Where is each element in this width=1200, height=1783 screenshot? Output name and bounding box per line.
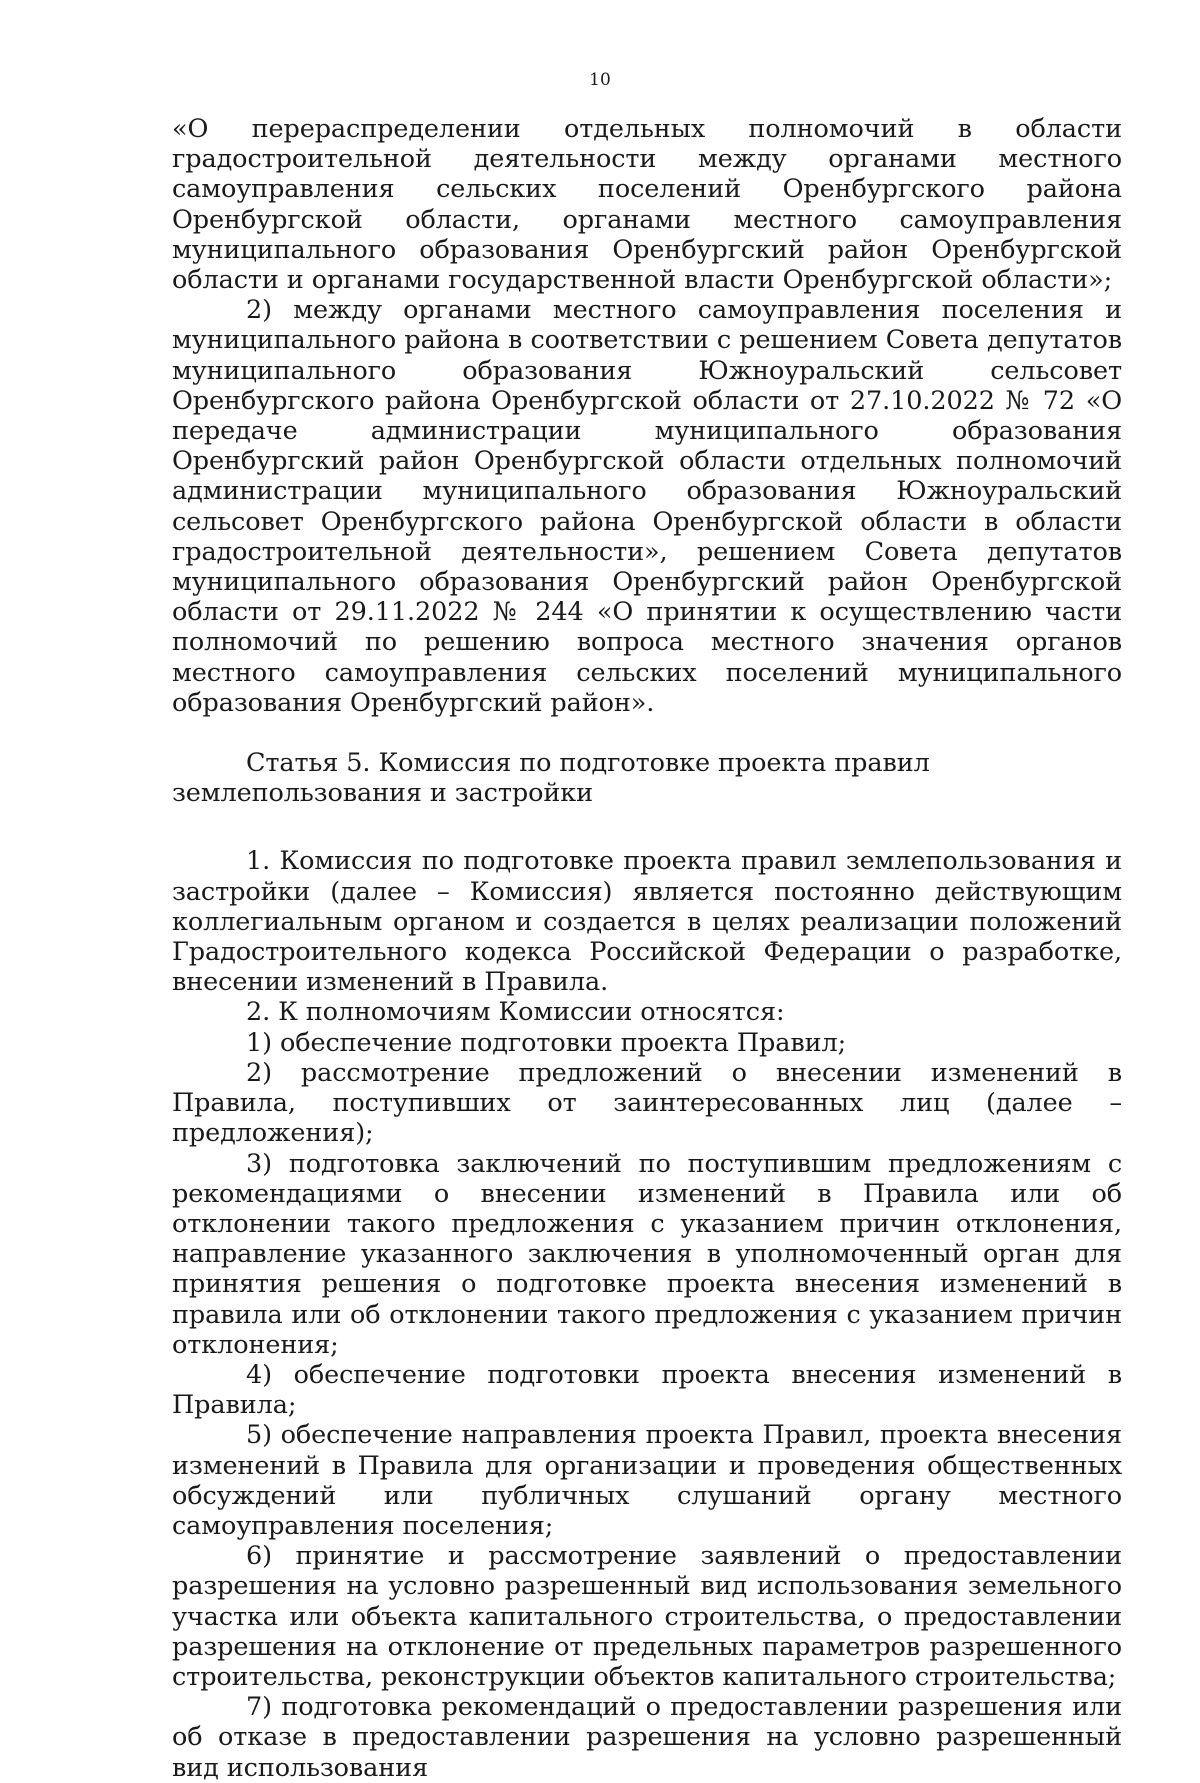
power-item-6: 6) принятие и рассмотрение заявлений о предоставлении разрешения на условно разрешенный вид использования земельного участка или объекта капитального строительства, о предоставлении разрешения на отклонение от предельных параметров разрешенного строительства, реконструкции объектов капитального строительства; — [172, 1541, 1122, 1692]
power-item-2: 2) рассмотрение предложений о внесении изменений в Правила, поступивших от заинтересованных лиц (далее – предложения); — [172, 1057, 1122, 1149]
page-number: 10 — [589, 70, 611, 90]
power-item-4: 4) обеспечение подготовки проекта внесения изменений в Правила; — [172, 1359, 1122, 1421]
power-item-7: 7) подготовка рекомендаций о предоставлении разрешения или об отказе в предоставлении разрешения на условно разрешенный вид использования — [172, 1692, 1122, 1783]
power-item-1: 1) обеспечение подготовки проекта Правил; — [246, 1027, 847, 1058]
document-body — [172, 114, 1122, 1783]
power-item-5: 5) обеспечение направления проекта Правил, проекта внесения изменений в Правила для организации и проведения общественных обсуждений или публичных слушаний органу местного самоуправления поселения; — [172, 1420, 1122, 1541]
power-item-3: 3) подготовка заключений по поступившим предложениям с рекомендациями о внесении изменений в Правила или об отклонении такого предложения с указанием причин отклонения, направление указанного заключения в уполномоченный орган для принятия решения о подготовке проекта внесения изменений в правила или об отклонении такого предложения с указанием причин отклонения; — [172, 1148, 1122, 1360]
clause-2: 2. К полномочиям Комиссии относятся: — [246, 997, 785, 1028]
list-item-2: 2) между органами местного самоуправления поселения и муниципального района в соответствии с решением Совета депутатов муниципального образования Южноуральский сельсовет Оренбургского района Оренбургской области от 27.10.2022 № 72 «О передаче администрации муниципального образования Оренбургский район Оренбургской области отдельных полномочий администрации муниципального образования Южноуральский сельсовет Оренбургского района Оренбургской области в области градостроительной деятельности», решением Совета депутатов муниципального образования Оренбургский район Оренбургской области от 29.11.2022 № 244 «О принятии к осуществлению части полномочий по решению вопроса местного значения органов местного самоуправления сельских поселений муниципального образования Оренбургский район». — [172, 295, 1122, 718]
clause-1: 1. Комиссия по подготовке проекта правил землепользования и застройки (далее – Комиссия) является постоянно действующим коллегиальным органом и создается в целях реализации положений Градостроительного кодекса Российской Федерации о разработке, внесении изменений в Правила. — [172, 846, 1122, 998]
paragraph-continuation: «О перераспределении отдельных полномочий в области градостроительной деятельности между органами местного самоуправления сельских поселений Оренбургского района Оренбургской области, органами местного самоуправления муниципального образования Оренбургский район Оренбургской области и органами государственной власти Оренбургской области»; — [172, 114, 1122, 296]
article-heading: Статья 5. Комиссия по подготовке проекта правил землепользования и застройки — [172, 748, 930, 809]
